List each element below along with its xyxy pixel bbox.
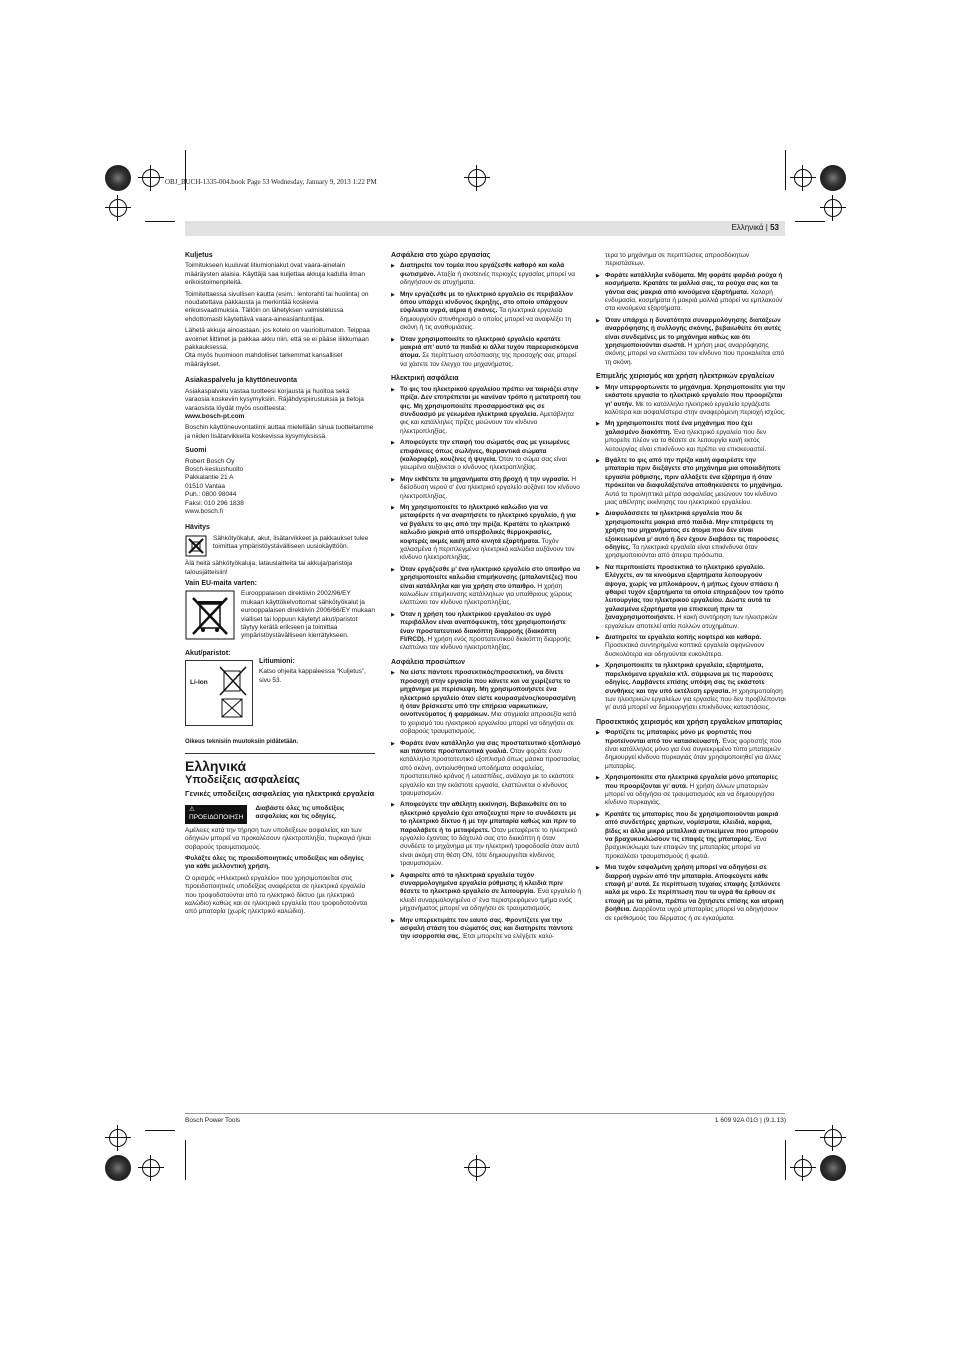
crop-tick-br-v bbox=[785, 1140, 786, 1180]
bullet-item: ▶ Χρησιμοποιείτε τα ηλεκτρικά εργαλεία, εξαρτήματα, παρελκόμενα εργαλεία κτλ. σύμφωνα με τις παρούσες οδηγίες. Λαμβάνετε επίσης υπόψη σας τις εκάστοτε συνθήκες και την υπό εκτέλεση εργασία. Η χρησιμοποίηση των ηλεκτρικών εργαλείων για εργασίες που δεν προβλέπονται γι’ αυτά μπορεί να δημιουργήσει επικίνδυνες καταστάσεις. bbox=[596, 662, 786, 712]
heading-eu: Vain EU-maita varten: bbox=[185, 580, 257, 587]
paragraph: Sähkötyökalut, akut, lisätarvikkeet ja pakkaukset tulee toimittaa ympäristöystävälliseen uusiokäyttöön. bbox=[213, 534, 369, 551]
paragraph: Asiakaspalvelu vastaa tuotteesi korjausta ja huoltoa sekä varaosia koskeviin kysymyksiin. Räjähdyspiirustuksia ja tietoja varaosista löydät myös osoitteesta: bbox=[185, 387, 364, 412]
column-3 bbox=[596, 252, 786, 926]
paragraph: Αμέλειες κατά την τήρηση των υποδείξεων ασφαλείας και των οδηγιών μπορεί να προκαλέσουν ηλεκτροπληξία, πυρκαγιά ή/και σοβαρούς τραυματισμούς. bbox=[185, 826, 371, 851]
column-2 bbox=[391, 252, 581, 945]
bullet-item: ▶ Μην υπερεκτιμάτε τον εαυτό σας. Φροντίζετε για την ασφαλή στάση του σώματός σας και διατηρείτε πάντοτε την ισορροπία σας. Έτσι μπορείτε να ελέγξετε καλύ- bbox=[391, 917, 581, 942]
bullet-item: ▶ Βγάλτε το φις από την πρίζα και/ή αφαιρέστε την μπαταρία πριν διεξάγετε στο μηχάνημα μια οποιαδήποτε εργασία ρύθμισης, πριν αλλάξετε ένα εξάρτημα ή όταν πρόκειται να διαφυλάξετε/να αποθηκεύσετε το μηχάνημα. Αυτά τα προληπτικά μέτρα ασφαλείας μειώνουν τον κίνδυνο μιας αθέλητης εκκίνησης του ηλεκτρικού εργαλείου. bbox=[596, 457, 786, 507]
heading-tool-use: Επιμελής χειρισμός και χρήση ηλεκτρικών εργαλείων bbox=[596, 373, 775, 381]
address-line: Faksi: 010 296 1838 bbox=[185, 499, 244, 507]
warning-text: Διαβάστε όλες τις υποδείξεις ασφαλείας και τις οδηγίες. bbox=[255, 804, 345, 821]
heading-personal: Ασφάλεια προσώπων bbox=[391, 658, 466, 666]
bullet-item: ▶ Όταν η χρήση του ηλεκτρικού εργαλείου σε υγρό περιβάλλον είναι αναπόφευκτη, τότε χρησιμοποιήστε έναν προστατευτικό διακόπτη διαρροής (διακόπτη FI/RCD). Η χρήση ενός προστατευτικού διακόπτη διαρροής ελαττώνει τον κίνδυνο ηλεκτροπληξίας. bbox=[391, 611, 581, 653]
crop-tick-tr-v bbox=[785, 150, 786, 190]
bullet-item: ▶ Διαφυλάσσετε τα ηλεκτρικά εργαλεία που δε χρησιμοποιείτε μακριά από παιδιά. Μην επιτρέψετε τη χρήση του μηχανήματος σε άτομα που δεν είναι εξοικειωμένα μ’ αυτό ή δεν έχουν διαβάσει τις παρούσες οδηγίες. Τα ηλεκτρικά εργαλεία είναι επικίνδυνα όταν χρησιμοποιούνται από άπειρα πρόσωπα. bbox=[596, 510, 786, 560]
crop-tick-bl-v bbox=[185, 1140, 186, 1180]
crosshair-mark-top-center bbox=[464, 165, 490, 191]
section-divider bbox=[185, 753, 375, 754]
address-line: Puh.: 0800 98044 bbox=[185, 491, 237, 499]
technical-changes-note: Oikeus teknisiin muutoksiin pidätetään. bbox=[185, 739, 299, 746]
heading-ypodeikseis: Υποδείξεις ασφαλείας bbox=[185, 774, 300, 787]
heading-battery-tools: Προσεκτικός χειρισμός και χρήση εργαλείων μπαταρίας bbox=[596, 718, 783, 726]
bullet-item: ▶ Όταν εργάζεσθε μ’ ένα ηλεκτρικό εργαλείο στο ύπαιθρο να χρησιμοποιείτε καλώδια επιμήκυνσης (μπαλαντέζες) που είναι κατάλληλα και για χρήση στο ύπαιθρο. Η χρήση καλωδίων επιμήκυνσης κατάλληλων για υπαίθριους χώρους ελαττώνει τον κίνδυνο ηλεκτροπληξίας. bbox=[391, 566, 581, 608]
heading-genikes: Γενικές υποδείξεις ασφαλείας για ηλεκτρικά εργαλεία bbox=[185, 789, 375, 799]
crop-tick-tr-h bbox=[795, 221, 825, 222]
paragraph: τερα το μηχάνημα σε περιπτώσεις απροσδόκητων περιστάσεων. bbox=[605, 252, 750, 268]
page-header bbox=[185, 221, 785, 236]
address-line: Pakkalantie 21 A bbox=[185, 474, 234, 482]
bullet-item: ▶ Το φις του ηλεκτρικού εργαλείου πρέπει να ταιριάζει στην πρίζα. Δεν επιτρέπεται με κανέναν τρόπο η μετατροπή του φις. Μη χρησιμοποιείτε προσαρμοστικά φις σε συνδυασμό με γειωμένα ηλεκτρικά εργαλεία. Αμετάβλητα φις και κατάλληλες πρίζες μειώνουν τον κίνδυνο ηλεκτροπληξίας. bbox=[391, 386, 581, 436]
bullet-item: ▶ Κρατάτε τις μπαταρίες που δε χρησιμοποιούνται μακριά από συνδετήρες χαρτιών, νομίσματα, κλειδιά, καρφιά, βίδες κι άλλα μικρά μεταλλικά αντικείμενα που μπορούν να βραχυκυκλώσουν τις επαφές της μπαταρίας. Ένα βραχυκύκλωμα των επαφών της μπαταρίας μπορεί να προκαλέσει τραυματισμούς ή φωτιά. bbox=[596, 811, 786, 861]
bullet-item: ▶ Αφαιρείτε από τα ηλεκτρικά εργαλεία τυχόν συναρμολογημένα εργαλεία ρύθμισης ή κλειδιά πριν θέσετε το ηλεκτρικό εργαλείο σε λειτουργία. Ένα εργαλείο ή κλειδί συναρμολογημένο σ’ ένα περιστρεφόμενο τμήμα ενός μηχανήματος μπορεί να οδηγήσει σε τραυματισμούς. bbox=[391, 872, 581, 914]
battery-right bbox=[259, 650, 375, 726]
paragraph: Φυλάξτε όλες τις προειδοποιητικές υποδείξεις και οδηγίες για κάθε μελλοντική χρήση. bbox=[185, 854, 364, 871]
bullet-item: ▶ Μη χρησιμοποιείτε το ηλεκτρικό καλώδιο για να μεταφέρετε ή να αναρτήσετε το ηλεκτρικό εργαλείο, ή για να βγάλετε το φις από την πρίζα. Κρατάτε το ηλεκτρικό καλώδιο μακριά από υπερβολικές θερμοκρασίες, κοφτερές ακμές και/ή από κινητά εξαρτήματα. Τυχόν χαλασμένα ή περιπλεγμένα ηλεκτρικά καλώδια αυξάνουν τον κίνδυνο ηλεκτροπληξίας. bbox=[391, 504, 581, 563]
bullet-item: ▶ Όταν υπάρχει η δυνατότητα συναρμολόγησης διατάξεων αναρρόφησης ή συλλογής σκόνης, βεβαιωθείτε ότι αυτές είναι συνδεμένες με το μηχάνημα καθώς και ότι χρησιμοποιούνται σωστά. Η χρήση μιας αναρρόφησης σκόνης μπορεί να ελαττώσει τον κίνδυνο που προκαλείται από τη σκόνη. bbox=[596, 317, 786, 367]
battery-row bbox=[185, 650, 375, 726]
footer-brand: Bosch Power Tools bbox=[185, 1117, 241, 1124]
paragraph: Katso ohjeita kappaleessa “Kuljetus”, sivu 53. bbox=[259, 668, 366, 684]
color-dot-bottom-right bbox=[820, 1155, 846, 1181]
eu-row bbox=[185, 590, 375, 643]
paragraph: Lähetä akkuja ainoastaan, jos kotelo on vaurioitumaton. Teippaa avoimet liittimet ja pakkaa akku niin, että se ei pääse liikkumaan pakkauksessa. bbox=[185, 327, 370, 352]
paragraph: Älä heitä sähkötyökaluja, latauslaitteita tai akkuja/paristoja talousjätteisiin! bbox=[185, 560, 353, 576]
bullet-item: ▶ Φοράτε έναν κατάλληλο για σας προστατευτικό εξοπλισμό και πάντοτε προστατευτικά γυαλιά. Όταν φοράτε έναν κατάλληλο προστατευτικό εξοπλισμό όπως μάσκα προστασίας από σκόνη, αντιολισθητικά υποδήματα ασφαλείας, προστατευτικό κράνος ή ωτασπίδες, ανάλογα με το εκάστοτε εργαλείο και την εκάστοτε εργασία, ελαττώνεται ο κίνδυνος τραυματισμών. bbox=[391, 740, 581, 799]
crosshair-mark-tl1 bbox=[138, 165, 164, 191]
column-1 bbox=[185, 252, 375, 920]
crosshair-mark-bottom-center bbox=[464, 1155, 490, 1181]
address-line: Robert Bosch Oy bbox=[185, 457, 235, 465]
crop-tick-tl-h bbox=[145, 221, 175, 222]
crosshair-mark-tr2 bbox=[820, 195, 846, 221]
bullet-item: ▶ Διατηρείτε τον τομέα που εργάζεσθε καθαρό και καλά φωτισμένο. Αταξία ή σκοτεινές περιοχές εργασίας μπορεί να οδηγήσουν σε ατυχήματα. bbox=[391, 262, 581, 287]
bullet-item: ▶ Μην υπερφορτώνετε το μηχάνημα. Χρησιμοποιείτε για την εκάστοτε εργασία το ηλεκτρικό εργαλείο που προορίζεται γι’ αυτήν. Με το κατάλληλο ηλεκτρικό εργαλείο εργάζεστε καλύτερα και ασφαλέστερα στην αναφερόμενη περιοχή ισχύος. bbox=[596, 384, 786, 418]
heading-litiumioni: Litiumioni: bbox=[259, 657, 295, 665]
crosshair-mark-tr1 bbox=[790, 165, 816, 191]
crop-tick-bl-h bbox=[145, 1130, 175, 1131]
header-separator: | bbox=[765, 223, 768, 232]
heading-ellinika: Ελληνικά bbox=[185, 757, 247, 774]
warning-badge: ⚠ ΠΡΟΕΙΔΟΠΟΙΗΣΗ bbox=[185, 805, 247, 824]
color-dot-top-left bbox=[105, 165, 131, 191]
bullet-item: ▶ Μια τυχόν εσφαλμένη χρήση μπορεί να οδηγήσει σε διαρροή υγρών από την μπαταρία. Αποφεύγετε κάθε επαφή μ’ αυτά. Σε περίπτωση τυχαίας επαφής ξεπλύνετε καλά με νερό. Σε περίπτωση που τα υγρά θα έρθουν σε επαφή με τα μάτια, πρέπει να ζητήσετε επίσης και ιατρική βοήθεια. Διαρρέοντα υγρά μπαταρίας μπορεί να οδηγήσουν σε ερεθισμούς του δέρματος ή σε εγκαύματα. bbox=[596, 864, 786, 923]
heading-suomi: Suomi bbox=[185, 447, 207, 455]
header-text bbox=[731, 223, 779, 232]
footer-docnumber: 1 609 92A 01G | (9.1.13) bbox=[714, 1117, 786, 1124]
print-slug: OBJ_BUCH-1335-004.book Page 53 Wednesday, January 9, 2013 1:22 PM bbox=[165, 178, 377, 186]
heading-asiakaspalvelu: Asiakaspalvelu ja käyttöneuvonta bbox=[185, 377, 298, 385]
bullet-item: ▶ Αποφεύγετε την επαφή του σώματός σας με γειωμένες επιφάνειες όπως σωλήνες, θερμαντικά σώματα (καλοριφέρ), κουζίνες ή ψυγεία. Όταν το σώμα σας είναι γειωμένο αυξάνεται ο κίνδυνος ηλεκτροπληξίας. bbox=[391, 439, 581, 473]
bullet-item: ▶ Αποφεύγετε την αθέλητη εκκίνηση. Βεβαιωθείτε ότι το ηλεκτρικό εργαλείο έχει αποζευχτεί πριν το συνδέσετε με το ηλεκτρικό δίκτυο ή με την μπαταρία καθώς και πριν το παραλάβετε ή το μεταφέρετε. Όταν μεταφέρετε το ηλεκτρικό εργαλείο έχοντας το δάχτυλό σας στο διακόπτη ή όταν συνδέετε το μηχάνημα με την ηλεκτρική τροφοδοσία όταν αυτό είναι ακόμη στη θέση ON, τότε δημιουργείται κίνδυνος τραυματισμών. bbox=[391, 801, 581, 868]
address-line: Bosch-keskushuolto bbox=[185, 465, 244, 473]
bullet-item: ▶ Μη χρησιμοποιείτε ποτέ ένα μηχάνημα που έχει χαλασμένο διακόπτη. Ένα ηλεκτρικό εργαλείο που δεν μπορείτε πλέον να το θέσετε σε λειτουργία και/ή εκτός λειτουργίας είναι επικίνδυνο και πρέπει να επισκευαστεί. bbox=[596, 420, 786, 454]
crosshair-mark-tl2 bbox=[105, 195, 131, 221]
bullet-item: ▶ Όταν χρησιμοποιείτε το ηλεκτρικό εργαλείο κρατάτε μακριά απ’ αυτό τα παιδιά κι άλλα τυχόν παρευρισκόμενα άτομα. Σε περίπτωση απόσπασης της προσοχής σας μπορεί να χάσετε τον έλεγχο του μηχανήματος. bbox=[391, 336, 581, 370]
bullet-item: ▶ Φορτίζετε τις μπαταρίες μόνο με φορτιστές που προτείνονται από τον κατασκευαστή. Ένας φορτιστής που είναι κατάλληλος μόνο για ένα συγκεκριμένο τύπο μπαταριών δημιουργεί κίνδυνο πυρκαγιάς όταν χρησιμοποιηθεί για άλλες μπαταρίες. bbox=[596, 729, 786, 771]
bullet-item: ▶ Φοράτε κατάλληλα ενδύματα. Μη φοράτε φαρδιά ρούχα ή κοσμήματα. Κρατάτε τα μαλλιά σας, τα ρούχα σας και τα γάντια σας μακριά από κινούμενα εξαρτήματα. Χαλαρή ενδυμασία, κοσμήματα ή μακριά μαλλιά μπορεί να εμπλακούν στα κινούμενα εξαρτήματα. bbox=[596, 272, 786, 314]
heading-kuljetus: Kuljetus bbox=[185, 252, 213, 259]
paragraph: Eurooppalaisen direktiivin 2002/96/EY mukaan käyttökelvottomat sähkötyökalut ja eurooppalaisen direktiivin 2006/66/EY mukaan vialliset tai loppuun käytetyt akut/paristot täytyy kerätä erikseen ja toimittaa ympäristöystävälliseen kierrätykseen. bbox=[241, 590, 375, 640]
footer-rule bbox=[185, 1113, 785, 1114]
link-bosch-pt[interactable]: www.bosch-pt.com bbox=[185, 412, 245, 420]
heading-akut: Akut/paristot: bbox=[185, 649, 231, 657]
disposal-row bbox=[185, 535, 375, 560]
liion-bin-icon bbox=[185, 660, 253, 726]
address-line: 01510 Vantaa bbox=[185, 482, 225, 490]
weee-bin-icon bbox=[185, 590, 235, 643]
paragraph: Ο ορισμός «Ηλεκτρικό εργαλείο» που χρησιμοποιείται στις προειδοποιητικές υποδείξεις αναφέρεται σε ηλεκτρικά εργαλεία που τροφοδοτούνται από το ηλεκτρικό δίκτυο (με ηλεκτρικό καλώδιο) καθώς και σε ηλεκτρικά εργαλεία που τροφοδοτούνται από μπαταρία (χωρίς ηλεκτρικό καλώδιο). bbox=[185, 874, 368, 916]
bullet-item: ▶ Μην εργάζεσθε με το ηλεκτρικό εργαλείο σε περιβάλλον όπου υπάρχει κίνδυνος έκρηξης, στο οποίο υπάρχουν εύφλεκτα υγρά, αέρια ή σκόνες. Τα ηλεκτρικά εργαλεία δημιουργούν σπινθηρισμό ο οποίος μπορεί να αναφλέξει τη σκόνη ή τις αναθυμιάσεις. bbox=[391, 291, 581, 333]
bullet-item: ▶ Χρησιμοποιείτε στα ηλεκτρικά εργαλεία μόνο μπαταρίες που προορίζονται γι’ αυτά. Η χρήση άλλων μπαταριών μπορεί να οδηγήσει σε τραυματισμούς και να δημιουργήσει κίνδυνο πυρκαγιάς. bbox=[596, 774, 786, 808]
battery-left bbox=[185, 650, 253, 726]
bullet-item: ▶ Διατηρείτε τα εργαλεία κοπής κοφτερά και καθαρά. Προσεκτικά συντηρημένα κοπτικά εργαλεία σφηνώνουν δυσκολότερα και οδηγούνται ευκολότερα. bbox=[596, 634, 786, 659]
paragraph: Ota myös huomioon mahdolliset tarkemmat kansalliset määräykset. bbox=[185, 352, 343, 368]
page-number: 53 bbox=[770, 223, 779, 232]
bullet-item: ▶ Να περιποιείστε προσεκτικά το ηλεκτρικό εργαλείο. Ελέγχετε, αν τα κινούμενα εξαρτήματα λειτουργούν άψογα, χωρίς να μπλοκάρουν, ή μήπως έχουν σπάσει ή φθαρεί τυχόν εξαρτήματα τα οποία επηρεάζουν τον τρόπο λειτουργίας του ηλεκτρικού εργαλείου. Δώστε αυτά τα χαλασμένα εξαρτήματα για επισκευή πριν τα ξαναχρησιμοποιήσετε. Η κακή συντήρηση των ηλεκτρικών εργαλείων αποτελεί αιτία πολλών ατυχημάτων. bbox=[596, 564, 786, 631]
crossed-bin-small-icon bbox=[185, 535, 207, 560]
warning-triangle-icon: ⚠ bbox=[189, 805, 195, 813]
heading-electrical: Ηλεκτρική ασφάλεια bbox=[391, 375, 459, 383]
link-bosch-fi[interactable]: www.bosch.fi bbox=[185, 507, 223, 515]
crosshair-mark-br1 bbox=[790, 1155, 816, 1181]
liion-label: Li-Ion bbox=[190, 679, 208, 687]
crosshair-mark-bl2 bbox=[105, 1125, 131, 1151]
crosshair-mark-bl1 bbox=[138, 1155, 164, 1181]
color-dot-bottom-left bbox=[105, 1155, 131, 1181]
paragraph: Toimitukseen kuuluvat litiumioniakut ovat vaara-ainelain määräysten alaisia. Käyttäjä saa kuljettaa akkuja kadulla ilman erikoistoimenpiteitä. bbox=[185, 262, 365, 287]
color-dot-top-right bbox=[820, 165, 846, 191]
heading-workplace: Ασφάλεια στο χώρο εργασίας bbox=[391, 252, 491, 259]
bullet-item: ▶ Μην εκθέτετε τα μηχανήματα στη βροχή ή την υγρασία. Η διείσδυση νερού σ’ ένα ηλεκτρικό εργαλείο αυξάνει τον κίνδυνο ηλεκτροπληξίας. bbox=[391, 476, 581, 501]
header-language: Ελληνικά bbox=[731, 223, 764, 232]
heading-havitys: Hävitys bbox=[185, 524, 210, 532]
paragraph: Toimitettaessa sivullisen kautta (esim.: lentorahti tai huolinta) on noudatettava pakkausta ja merkintää koskevia erikoisvaatimuksia. Tällöin on lähetyksen valmistelussa ehdottomasti käytettävä vaara-aineasiantuntijaa. bbox=[185, 290, 369, 323]
warning-row bbox=[185, 805, 375, 824]
crop-tick-br-h bbox=[795, 1130, 825, 1131]
bullet-item: ▶ Να είστε πάντοτε προσεκτικός/προσεκτική, να δίνετε προσοχή στην εργασία που κάνετε και να χειρίζεστε το μηχάνημα με περίσκεψη. Μη χρησιμοποιήσετε ένα ηλεκτρικό εργαλείο όταν είστε κουρασμένος/κουρασμένη ή όταν βρίσκεστε υπό την επήρεια ναρκωτικών, οινοπνεύματος ή φαρμάκων. Μια στιγμιαία απροσεξία κατά το χειρισμό του ηλεκτρικού εργαλείου μπορεί να οδηγήσει σε σοβαρούς τραυματισμούς. bbox=[391, 669, 581, 736]
crosshair-mark-br2 bbox=[820, 1125, 846, 1151]
paragraph: Boschin käyttöneuvontatiimi auttaa mielellään sinua tuotteitamme ja niiden lisätarvikkeita koskevissa kysymyksissä. bbox=[185, 424, 374, 440]
